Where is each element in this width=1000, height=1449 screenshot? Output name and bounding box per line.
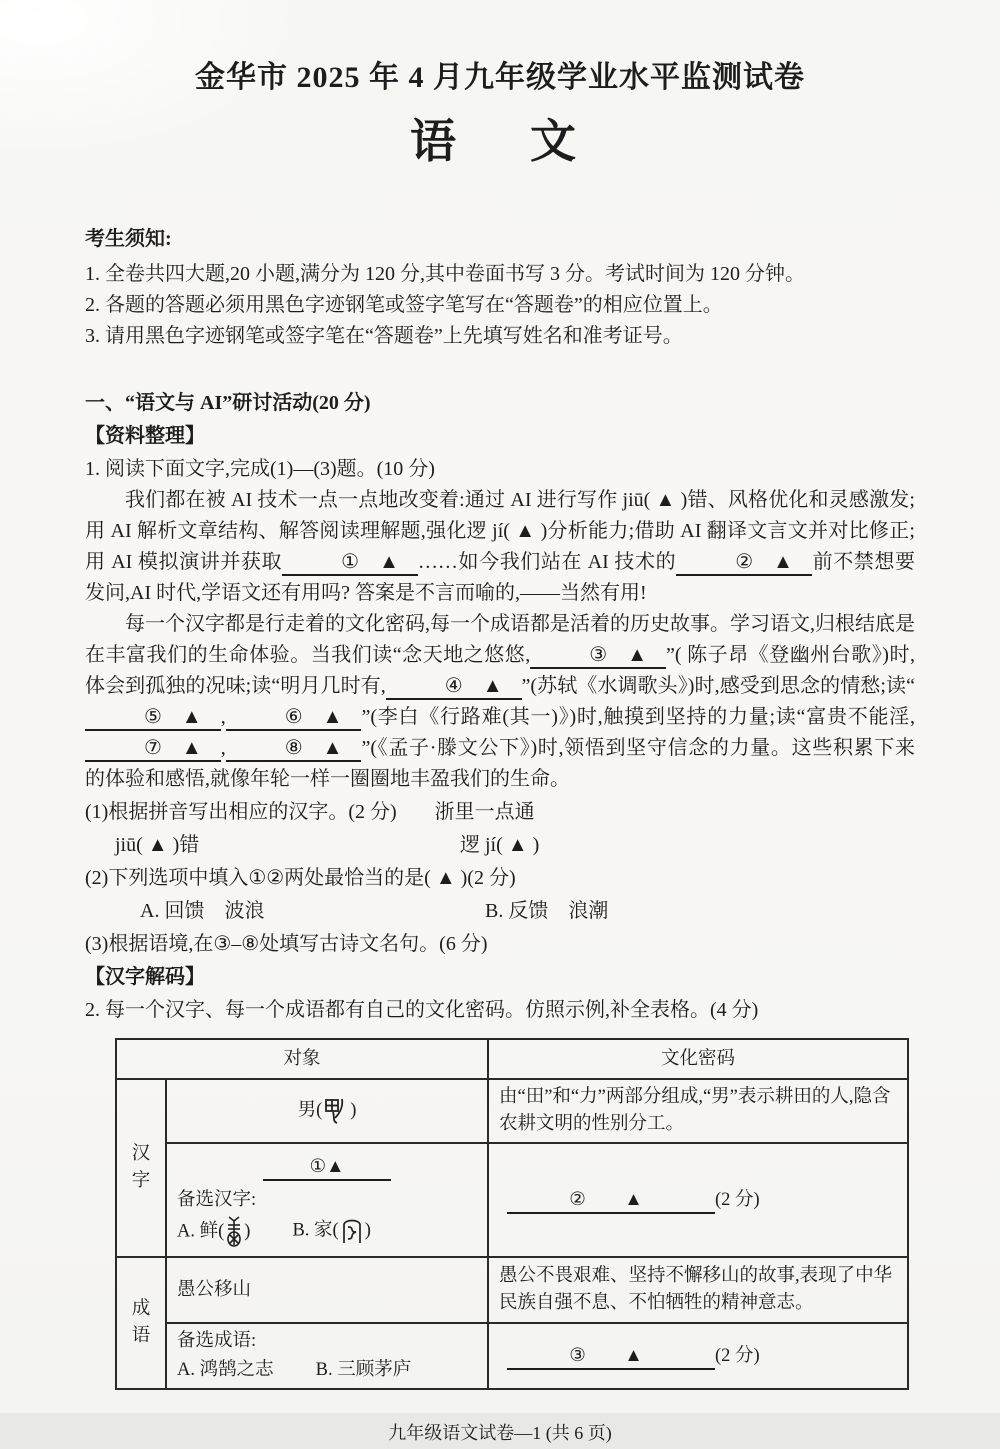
idiom-answer-cell (488, 1323, 908, 1389)
oracle-script-jia-glyph (340, 1216, 364, 1246)
notice-item: 1. 全卷共四大题,20 小题,满分为 120 分,其中卷面书写 3 分。考试时间为 120 分钟。 (85, 263, 805, 285)
paper-subject: 语 文 (410, 116, 590, 167)
question-1-1-text: (1)根据拼音写出相应的汉字。(2 分) (85, 801, 397, 823)
question-1-2-options (85, 896, 915, 927)
section-1-heading: 一、“语文与 AI”研讨活动(20 分) (85, 392, 371, 414)
table-row-idiom-example (116, 1257, 908, 1323)
question-1-3: (3)根据语境,在③–⑧处填写古诗文名句。(6 分) (85, 933, 488, 955)
table-header-row (116, 1039, 908, 1079)
pinyin-blank-ji: 逻 jí( ▲ ) (460, 834, 540, 856)
table-row-hanzi-task (116, 1143, 908, 1257)
question-1-intro: 1. 阅读下面文字,完成(1)—(3)题。(10 分) (85, 458, 435, 480)
culture-code-table (115, 1038, 909, 1390)
table-row-idiom-task (116, 1323, 908, 1389)
hanzi-option-b: B. 家( ) (292, 1216, 370, 1248)
answer-blank: ③ ▲ (530, 643, 666, 669)
hanzi-answer-line (499, 1187, 897, 1214)
hanzi-option-a: A. 鲜( ) (177, 1216, 250, 1248)
answer-blank-2: ② ▲ (507, 1188, 715, 1214)
idiom-option-b: B. 三顾茅庐 (315, 1360, 412, 1380)
reading-paragraph-1: 我们都在被 AI 技术一点一点地改变着:通过 AI 进行写作 jiū( ▲ )错、风格优化和灵感激发;用 AI 解析文章结构、解答阅读理解题,强化逻 jí( ▲ )分析能力;借助 AI 翻译文言文并对比修正;用 AI 模拟演讲并获取 ① ▲ ……如今我们站在 AI 技术的 ② ▲ 前不禁想要发问,AI 时代,学语文还有用吗? 答案是不言而喻的,——当然有用! (85, 489, 916, 604)
answer-blank: ④ ▲ (386, 674, 522, 700)
hanzi-code-cell: 由“田”和“力”两部分组成,“男”表示耕田的人,隐含农耕文明的性别分工。 (488, 1079, 908, 1143)
answer-blank: ⑦ ▲ (85, 736, 221, 762)
hanzi-candidates-label: 备选汉字: (177, 1190, 257, 1210)
row-label-idiom: 成语 (116, 1257, 166, 1389)
hanzi-candidate-options (177, 1216, 477, 1248)
answer-blank: ⑧ ▲ (226, 736, 362, 762)
hanzi-example-suffix: ) (350, 1100, 357, 1121)
notice-item: 2. 各题的答题必须用黑色字迹钢笔或签字笔写在“答题卷”的相应位置上。 (85, 294, 723, 316)
table-header-code: 文化密码 (488, 1039, 908, 1079)
reading-paragraph-2: 每一个汉字都是行走着的文化密码,每一个成语都是活着的历史故事。学习语文,归根结底是在丰富我们的生命体验。当我们读“念天地之悠悠, ③ ▲ ”( 陈子昂《登幽州台歌》)时,体会到孤独的况味;读“明月几时有, ④ ▲ ”(苏轼《水调歌头》)时,感受到思念的情愁;读“⑤ ▲ , ⑥ ▲ ”(李白《行路难(其一)》)时,触摸到坚持的力量;读“富贵不能淫,⑦ ▲ , ⑧ ▲ ”(《孟子·滕文公下》)时,领悟到坚守信念的力量。这些积累下来的体验和感悟,就像年轮一样一圈圈地丰盈我们的生命。 (85, 613, 915, 790)
candidate-notice (85, 224, 915, 352)
question-2-intro: 2. 每一个汉字、每一个成语都有自己的文化密码。仿照示例,补全表格。(4 分) (85, 999, 759, 1021)
hanzi-example-prefix: 男( (297, 1100, 323, 1121)
idiom-answer-line (499, 1343, 897, 1370)
answer-blank: ⑥ ▲ (226, 705, 362, 731)
idiom-code-cell: 愚公不畏艰难、坚持不懈移山的故事,表现了中华民族自强不息、不怕牺牲的精神意志。 (488, 1257, 908, 1323)
paper-title: 金华市 2025 年 4 月九年级学业水平监测试卷 (195, 61, 805, 94)
idiom-example-cell: 愚公移山 (166, 1257, 488, 1323)
notice-item: 3. 请用黑色字迹钢笔或签字笔在“答题卷”上先填写姓名和准考证号。 (85, 325, 683, 347)
answer-blank-1: ①▲ (263, 1155, 391, 1181)
idiom-answer-score: (2 分) (715, 1345, 760, 1366)
idiom-task-cell (166, 1323, 488, 1389)
idiom-candidate-options (177, 1357, 477, 1384)
idiom-candidates-label: 备选成语: (177, 1331, 257, 1351)
hanzi-task-cell (166, 1143, 488, 1257)
zheli-yidiantong-watermark: 浙里一点通 (434, 801, 535, 823)
hanzi-answer-cell (488, 1143, 908, 1257)
answer-blank: ② ▲ (676, 550, 812, 576)
answer-blank-3: ③ ▲ (507, 1344, 715, 1370)
question-1-1 (85, 797, 915, 828)
table-header-object: 对象 (116, 1039, 488, 1079)
hanzi-example-cell (166, 1079, 488, 1143)
decode-tag: 【汉字解码】 (85, 966, 205, 988)
idiom-option-a: A. 鸿鹄之志 (177, 1360, 274, 1380)
page-footer: 九年级语文试卷—1 (共 6 页) (388, 1423, 612, 1443)
material-tag: 【资料整理】 (85, 425, 205, 447)
hanzi-answer-score: (2 分) (715, 1189, 760, 1210)
seal-script-xian-glyph (225, 1216, 243, 1248)
hanzi-blank-line (177, 1154, 477, 1181)
table-row-hanzi-example (116, 1079, 908, 1143)
answer-blank: ① ▲ (282, 550, 418, 576)
oracle-script-nan-glyph (323, 1097, 349, 1125)
notice-heading: 考生须知: (85, 228, 172, 250)
option-a: A. 回馈 波浪 (140, 900, 265, 922)
answer-blank: ⑤ ▲ (85, 705, 221, 731)
pinyin-blank-jiu: jiū( ▲ )错 (115, 834, 200, 856)
option-b: B. 反馈 浪潮 (485, 900, 609, 922)
row-label-hanzi: 汉字 (116, 1079, 166, 1257)
question-1-2: (2)下列选项中填入①②两处最恰当的是( ▲ )(2 分) (85, 867, 516, 889)
question-1-1-blanks (85, 830, 915, 861)
